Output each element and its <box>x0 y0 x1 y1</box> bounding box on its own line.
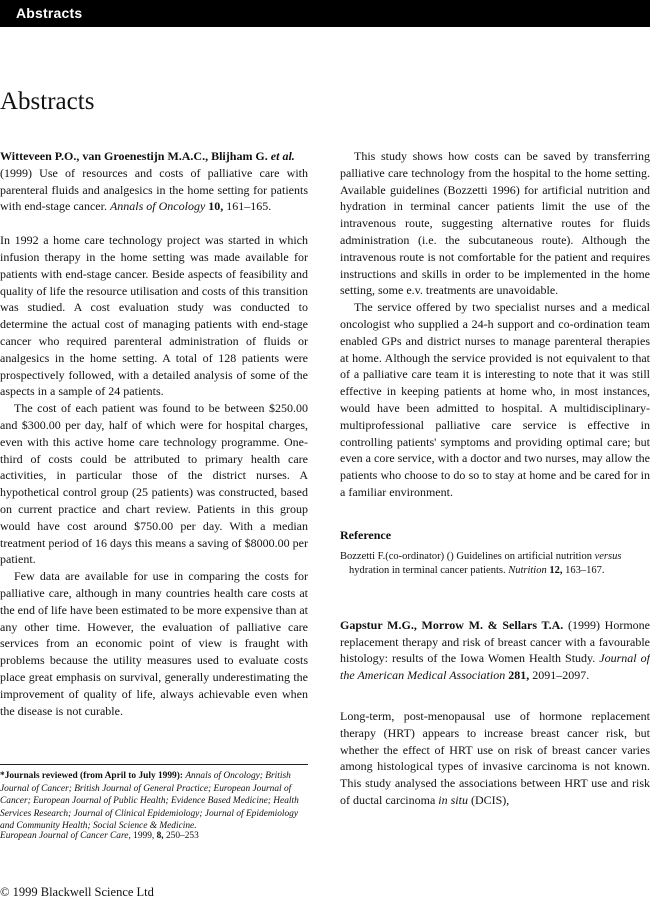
abstract1-et-al: et al. <box>270 149 295 163</box>
reference-volume: 12, <box>549 565 563 577</box>
abstract1-para1: In 1992 a home care technology project was started in which infusion therapy in the home setting was made available for patients with end-stage cancer. Beside aspects of feasibility and quality of life the resource utilisation and costs of this transition was studied. A cost evaluation study was conducted to determine the actual cost of managing patients with end-stage cancer who required parenteral administration of fluids or analgesics in the home setting. A total of 128 patients were prospectively followed, with a detailed analysis of some of the aspects in a sample of 24 patients. <box>0 233 308 399</box>
footnote-label: *Journals reviewed (from April to July 1999): <box>0 771 183 781</box>
header-label: Abstracts <box>16 5 83 21</box>
abstract2-para1-italic: in situ <box>438 792 468 807</box>
reference-heading: Reference <box>340 527 392 542</box>
journal-volume: 8, <box>156 831 164 841</box>
reference-text-after: hydration in terminal cancer patients. <box>349 565 506 577</box>
copyright: © 1999 Blackwell Science Ltd <box>0 885 154 899</box>
abstract2-para1-after: (DCIS), <box>470 792 510 807</box>
page-title: Abstracts <box>0 88 95 115</box>
reference-journal: Nutrition <box>508 565 547 577</box>
abstract1-citation <box>0 148 308 215</box>
abstract2-citation <box>340 617 650 684</box>
journal-line <box>0 830 308 843</box>
journals-footnote <box>0 764 308 833</box>
abstract2-pages: 2091–2097. <box>532 668 590 683</box>
abstract2-volume: 281, <box>508 668 530 683</box>
reference-pages: 163–167. <box>565 565 605 577</box>
abstract2-journal: Journal of the American Medical Association <box>340 651 650 683</box>
footnote-text: Annals of Oncology; British Journal of Cancer; British Journal of General Practice; European Journal of Cancer; European Journal of Public Health; Evidence Based Medicine; Health Services Research; Journal of Clinical Epidemiology; Journal of Epidemiology and Community Health; Social Science & Medicine. <box>0 771 299 832</box>
abstract1-journal: Annals of Oncology <box>109 199 206 214</box>
abstract1-para5: The service offered by two specialist nurses and a medical oncologist who supplied a 24-h support and co-ordination team enabled GPs and district nurses to manage parenteral therapies at home. Although the service provided is not equivalent to that of a palliative care team it is interesting to note that it was still effective in keeping patients at home who, in most instances, would have been admitted to hospital. A multidisciplinary-multiprofessional palliative care service is effective in controlling patients' symptoms and providing optimal care; but even a core service, with a doctor and two nurses, may allow the patients who choose to do so to stay at home and be cared for in a familiar environment. <box>340 300 650 499</box>
abstract1-citation-text: (1999) Use of resources and costs of palliative care with parenteral fluids and analgesics in the home setting for patients with end-stage cancer. <box>0 165 308 214</box>
abstract1-para2: The cost of each patient was found to be between $250.00 and $300.00 per day, half of which were for hospital charges, even with this active home care technology programme. One-third of costs could be attributed to primary health care activities, in particular those of the district nurses. A hypothetical control group (25 patients) was constructed, based on current practice and chart review. Patients in this group would have cost around $750.00 per day. With a median treatment period of 16 days this means a saving of $8000.00 per patient. <box>0 401 308 567</box>
journal-pages: 250–253 <box>165 831 199 841</box>
reference-text-before: Bozzetti F.(co-ordinator) () Guidelines on artificial nutrition <box>340 550 592 562</box>
abstract2-para1-before: Long-term, post-menopausal use of hormone replacement therapy (HRT) appears to increase breast cancer risk, but whether the effect of HRT use on risk of breast cancer varies among histological types of invasive carcinoma is not known. This study analysed the associations between HRT use and risk of ductal carcinoma <box>340 708 650 807</box>
header-bar <box>0 0 650 27</box>
abstract1-para4: This study shows how costs can be saved by transferring palliative care technology from the hospital to the home setting. Available guidelines (Bozzetti 1996) for artificial nutrition and hydration in terminal cancer patients limit the use of the intravenous route, suggesting alternative routes for fluids administration (i.e. the subcutaneous route). Although the intravenous route is not comfortable for the patient and requires instructions and skills in order to be implemented in the home setting, some e.v. treatments are unavoidable. <box>340 149 650 298</box>
journal-name: European Journal of Cancer Care, <box>0 831 131 841</box>
right-column <box>340 148 650 809</box>
abstract2-authors: Gapstur M.G., Morrow M. & Sellars T.A. <box>340 617 564 632</box>
abstract1-pages: 161–165. <box>226 199 272 214</box>
abstract2-para1 <box>340 708 650 809</box>
reference-versus: versus <box>594 550 622 562</box>
abstract1-volume: 10, <box>208 199 224 214</box>
journal-year: 1999, <box>133 831 155 841</box>
reference-entry <box>340 550 650 579</box>
abstract1-para3: Few data are available for use in comparing the costs for palliative care, although in many countries health care costs at the end of life have been estimated to be more expensive than at any other time. However, the evaluation of palliative care services from an economic point of view is fraught with problems because the utility measures used to evaluate costs place great emphasis on survival, generally underestimating the improvement of quality of life, always achievable even when the disease is not curable. <box>0 569 308 718</box>
abstract2-citation-text: (1999) Hormone replacement therapy and risk of breast cancer with a favourable histology: results of the Iowa Women Health Study. <box>340 617 650 666</box>
abstract1-authors: Witteveen P.O., van Groenestijn M.A.C., Blijham G. <box>0 149 268 163</box>
left-column <box>0 148 308 719</box>
